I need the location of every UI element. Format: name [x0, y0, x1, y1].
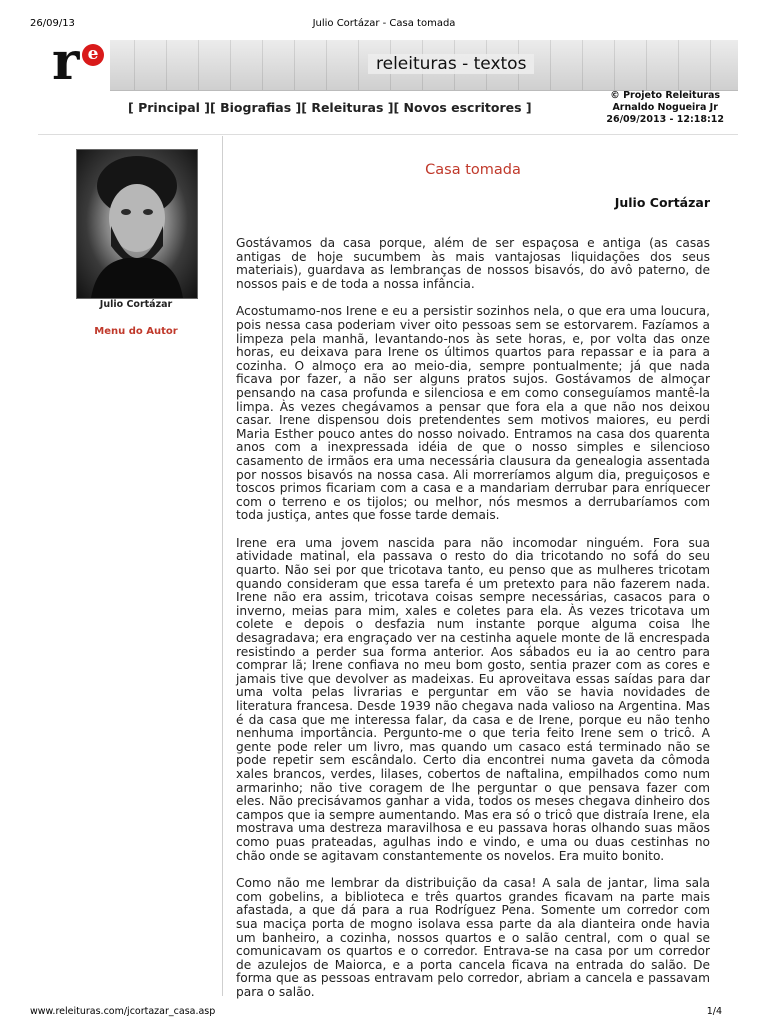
- credits-timestamp: 26/09/2013 - 12:18:12: [606, 114, 724, 125]
- print-date: 26/09/13: [30, 18, 75, 29]
- logo-letter-e: e: [82, 44, 104, 66]
- story-paragraph: Irene era uma jovem nascida para não incomodar ninguém. Fora sua atividade matinal, ela passava o resto do dia tricotando no sofá do seu quarto. Não sei por que tricotava tanto, eu penso que as mulheres tricotam quando consideram que essa tarefa é um pretexto para não fazerem nada. Irene não era assim, tricotava coisas sempre necessárias, casacos para o inverno, meias para mim, xales e coletes para ela. Às vezes tricotava um colete e depois o desfazia num instante porque alguma coisa lhe desagradava; era engraçado ver na cestinha aquele monte de lã encrespada resistindo a perder sua forma anterior. Aos sábados eu ia ao centro para comprar lã; Irene confiava no meu bom gosto, sentia prazer com as cores e jamais tive que devolver as madeixas. Eu aproveitava essas saídas para dar uma volta pelas livrarias e perguntar em vão se havia novidades de literatura francesa. Desde 1939 não chegava nada valioso na Argentina. Mas é da casa que me interessa falar, da casa e de Irene, porque eu não tenho nenhuma importância. Pergunto-me o que teria feito Irene sem o tricô. A gente pode reler um livro, mas quando um casaco está terminado não se pode repetir sem escândalo. Certo dia encontrei numa gaveta da cômoda xales brancos, verdes, lilases, cobertos de naftalina, empilhados como num armarinho; não tive coragem de lhe perguntar o que pensava fazer com eles. Não precisávamos ganhar a vida, todos os meses chegava dinheiro dos campos que ia sempre aumentando. Mas era só o tricô que distraía Irene, ela mostrava uma destreza maravilhosa e eu passava horas olhando suas mãos como puas prateadas, agulhas indo e vindo, e uma ou duas cestinhas no chão onde se agitavam constantemente os novelos. Era muito bonito.: [236, 535, 710, 863]
- story-author: Julio Cortázar: [614, 195, 710, 210]
- main-nav: [128, 100, 532, 115]
- header-divider: [38, 134, 738, 135]
- story-paragraph: Como não me lembrar da distribuição da casa! A sala de jantar, lima sala com gobelins, a biblioteca e três quartos grandes ficavam na parte mais afastada, a que dá para a rua Rodríguez Pena. Somente um corredor com sua maciça porta de mogno isolava essa parte da ala dianteira onde havia um banheiro, a cozinha, nossos quartos e o salão central, com o qual se comunicavam os quartos e o corredor. Entrava-se na casa por um corredor de azulejos de Maiorca, e a porta cancela ficava na entrada do salão. De forma que as pessoas entravam pelo corredor, abriam a cancela e passavam para o salão.: [236, 876, 710, 999]
- print-footer: [0, 1004, 768, 1024]
- print-title: Julio Cortázar - Casa tomada: [312, 18, 456, 29]
- story-title: Casa tomada: [425, 162, 521, 178]
- story-paragraph: Acostumamo-nos Irene e eu a persistir sozinhos nela, o que era uma loucura, pois nessa casa poderiam viver oito pessoas sem se estorvarem. Fazíamos a limpeza pela manhã, levantando-nos às sete horas, e, por volta das onze horas, eu deixava para Irene os últimos quartos para repassar e ia para a cozinha. O almoço era ao meio-dia, sempre pontualmente; já que nada ficava por fazer, a não ser alguns pratos sujos. Gostávamos de almoçar pensando na casa profunda e silenciosa e em como conseguíamos mantê-la limpa. Às vezes chegávamos a pensar que fora ela a que não nos deixou casar. Irene dispensou dois pretendentes sem motivos maiores, eu perdi Maria Esther pouco antes do nosso noivado. Entramos na casa dos quarenta anos com a inexpressada idéia de que o nosso simples e silencioso casamento de irmãos era uma necessária clausura da genealogia assentada por nossos bisavós na nossa casa. Ali morreríamos algum dia, preguiçosos e toscos primos ficariam com a casa e a mandariam derrubar para enriquecer com o terreno e os tijolos; ou melhor, nós mesmos a derrubaríamos com toda justiça, antes que fosse tarde demais.: [236, 304, 710, 523]
- nav-link-releituras[interactable]: Releituras: [311, 100, 384, 115]
- logo-letter-r: r: [52, 31, 80, 92]
- print-url: www.releituras.com/jcortazar_casa.asp: [30, 1006, 216, 1017]
- story-paragraph: Gostávamos da casa porque, além de ser espaçosa e antiga (as casas antigas de hoje sucumbem às mais vantajosas liquidações dos seus materiais), guardava as lembranças de nossos bisavós, do avô paterno, de nossos pais e de toda a nossa infância.: [236, 236, 710, 291]
- site-title: releituras - textos: [368, 54, 534, 74]
- nav-bracket-close: ]: [521, 100, 532, 115]
- nav-separator: ][: [199, 100, 221, 115]
- author-portrait-illustration: [77, 150, 197, 298]
- sidebar-divider: [222, 136, 223, 996]
- author-photo: [76, 149, 198, 299]
- nav-link-biografias[interactable]: Biografias: [220, 100, 292, 115]
- nav-link-principal[interactable]: Principal: [138, 100, 200, 115]
- credits-editor: Arnaldo Nogueira Jr: [612, 102, 718, 113]
- nav-link-novos-escritores[interactable]: Novos escritores: [403, 100, 522, 115]
- site-credits: [606, 90, 724, 126]
- nav-bracket-open: [: [128, 100, 139, 115]
- story-body: [236, 237, 710, 1013]
- author-menu-link[interactable]: Menu do Autor: [94, 326, 178, 337]
- site-logo[interactable]: [38, 31, 110, 92]
- nav-separator: ][: [383, 100, 404, 115]
- print-page-number: 1/4: [706, 1006, 722, 1017]
- nav-separator: ][: [291, 100, 312, 115]
- credits-copyright: © Projeto Releituras: [610, 90, 721, 101]
- author-caption: Julio Cortázar: [99, 299, 173, 310]
- print-header: [0, 0, 768, 30]
- site-banner: [38, 31, 738, 92]
